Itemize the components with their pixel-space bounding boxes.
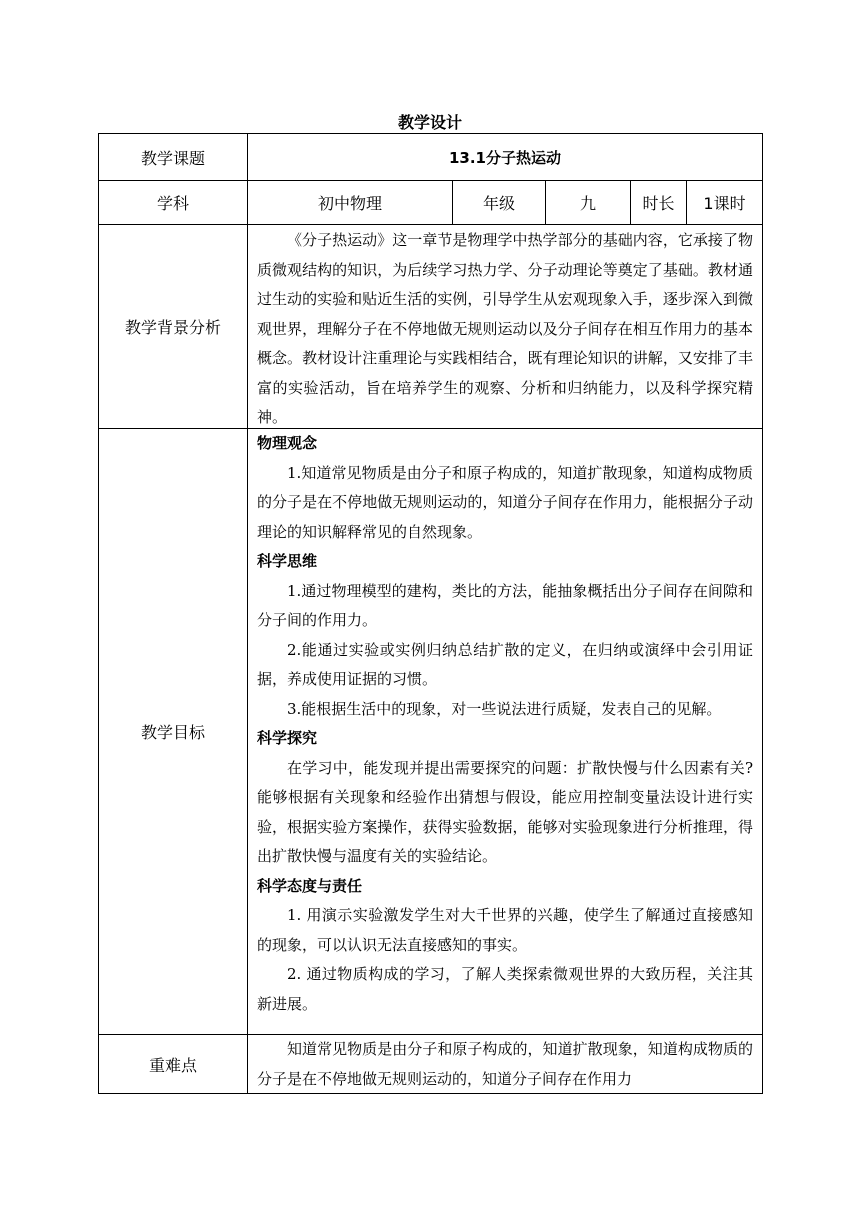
scientific-inquiry-heading: 科学探究 xyxy=(257,729,318,747)
objectives-label: 教学目标 xyxy=(140,723,205,742)
attitude-heading: 科学态度与责任 xyxy=(257,876,363,895)
key-points-cell xyxy=(257,1035,753,1093)
scientific-inquiry-item: 在学习中，能发现并提出需要探究的问题：扩散快慢与什么因素有关?能够根据有关现象和经验作出猜想与假设，能应用控制变量法设计进行实验，根据实验方案操作，获得实验数据，能够对实验现象进行分析推理，得出扩散快慢与温度有关的实验结论。 xyxy=(257,758,753,865)
subject-value: 初中物理 xyxy=(317,194,382,213)
attitude-item: 2. 通过物质构成的学习，了解人类探索微观世界的大致历程，关注其新进展。 xyxy=(257,965,753,1013)
scientific-thinking-item: 1.通过物理模型的建构，类比的方法，能抽象概括出分子间存在间隙和分子间的作用力。 xyxy=(257,581,753,629)
grade-value: 九 xyxy=(579,194,596,213)
background-text: 《分子热运动》这一章节是物理学中热学部分的基础内容，它承接了物质微观结构的知识，为后续学习热力学、分子动理论等奠定了基础。教材通过生动的实验和贴近生活的实例，引导学生从宏观现象入手，逐步深入到微观世界，理解分子在不停地做无规则运动以及分子间存在相互作用力的基本概念。教材设计注重理论与实践相结合，既有理论知识的讲解，又安排了丰富的实验活动，旨在培养学生的观察、分析和归纳能力，以及科学探究精神。 xyxy=(257,231,753,426)
scientific-thinking-item: 2.能通过实验或实例归纳总结扩散的定义，在归纳或演绎中会引用证据，养成使用证据的习惯。 xyxy=(257,640,753,688)
grade-label: 年级 xyxy=(482,194,515,213)
document-title: 教学设计 xyxy=(397,113,462,132)
physics-concept-heading: 物理观念 xyxy=(257,434,318,452)
background-label: 教学背景分析 xyxy=(124,318,221,337)
topic-label: 教学课题 xyxy=(140,148,205,168)
key-points-label: 重难点 xyxy=(148,1055,197,1075)
topic-value: 13.1分子热运动 xyxy=(448,148,561,167)
physics-concept-item: 1.知道常见物质是由分子和原子构成的，知道扩散现象，知道构成物质的分子是在不停地做无规则运动的，知道分子间存在作用力，能根据分子动理论的知识解释常见的自然现象。 xyxy=(257,463,753,541)
duration-label: 时长 xyxy=(642,194,675,213)
scientific-thinking-heading: 科学思维 xyxy=(257,552,318,570)
subject-label: 学科 xyxy=(156,194,189,213)
objectives-cell xyxy=(257,429,753,1019)
duration-value: 1课时 xyxy=(703,194,746,213)
scientific-thinking-item: 3.能根据生活中的现象，对一些说法进行质疑，发表自己的见解。 xyxy=(287,699,722,718)
background-text-cell xyxy=(257,226,753,433)
attitude-item: 1. 用演示实验激发学生对大千世界的兴趣，使学生了解通过直接感知的现象，可以认识无法直接感知的事实。 xyxy=(257,906,753,954)
key-points-text: 知道常见物质是由分子和原子构成的，知道扩散现象，知道构成物质的分子是在不停地做无规则运动的，知道分子间存在作用力 xyxy=(257,1040,753,1088)
